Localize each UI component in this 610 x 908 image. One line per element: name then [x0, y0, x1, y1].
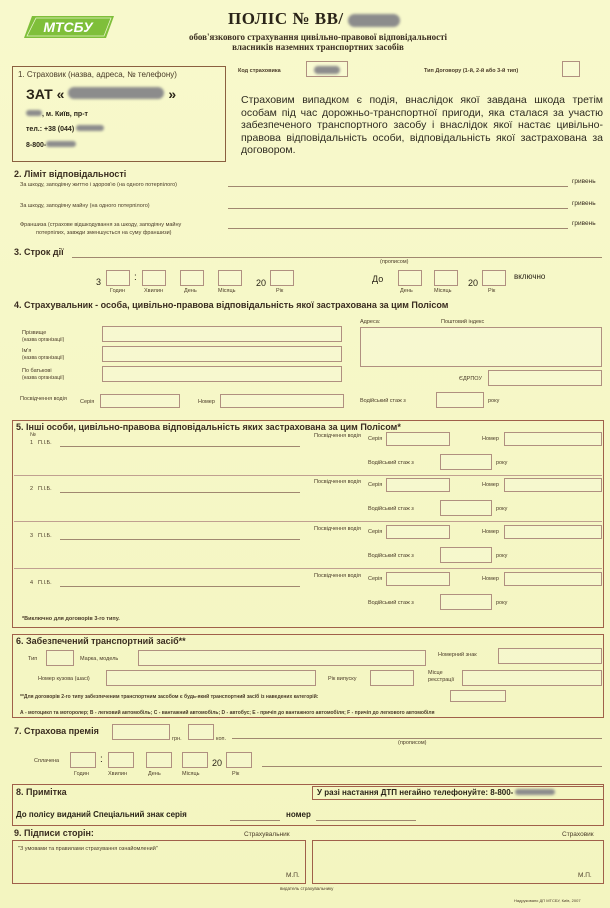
subtitle-line1: обов'язкового страхування цивільно-правової відповідальності	[188, 32, 448, 42]
person-series-label: Серія	[368, 482, 383, 488]
insurer-phone	[26, 125, 104, 133]
policy-title	[228, 9, 400, 29]
premium-kop-field[interactable]	[188, 724, 214, 740]
license-number-label: Номер	[198, 399, 215, 405]
person-experience-field[interactable]	[440, 594, 492, 610]
section5-box	[12, 420, 604, 628]
section6-label: 6. Забезпечений транспортний засіб**	[16, 636, 186, 646]
deductible-currency: гривень	[572, 220, 596, 227]
insurer-sign-label: Страховик	[562, 831, 594, 838]
deductible-label1: Франшиза (страхове відшкодування за шкоду, заподіяну майну	[20, 222, 182, 228]
redacted-phone	[76, 125, 104, 131]
person-experience-field[interactable]	[440, 454, 492, 470]
make-model-field[interactable]	[138, 650, 426, 666]
person-name-label: П.І.Б.	[38, 486, 52, 492]
hotline-prefix: 8-800-	[26, 142, 47, 149]
term-from-day[interactable]	[180, 270, 204, 286]
person-name-label: П.І.Б.	[38, 533, 52, 539]
premium-uah-label: грн.	[172, 736, 182, 742]
driving-experience-field[interactable]	[436, 392, 484, 408]
person-number: 4	[30, 580, 34, 586]
license-number-field[interactable]	[220, 394, 344, 408]
term-until-label: включно	[514, 272, 546, 281]
term-to-year-label: Рік	[488, 288, 496, 294]
term-from-prefix: 3	[96, 277, 102, 287]
registration-label2: реєстрації	[428, 677, 455, 683]
section8-label: 8. Примітка	[16, 787, 67, 797]
person-divider	[14, 568, 602, 569]
insurer-code-field[interactable]	[306, 61, 348, 77]
premium-uah-field[interactable]	[112, 724, 170, 740]
person-name-label: П.І.Б.	[38, 440, 52, 446]
plate-field[interactable]	[498, 648, 602, 664]
postcode-label: Поштовий індекс	[441, 319, 485, 325]
special-sign-label: До полісу виданий Спеціальний знак серія	[16, 810, 187, 819]
person-name-field[interactable]	[60, 586, 300, 587]
person-divider	[14, 475, 602, 476]
paid-hours-label: Годин	[74, 771, 89, 777]
paid-year[interactable]	[226, 752, 252, 768]
person-experience-field[interactable]	[440, 500, 492, 516]
redacted-insurer-name	[68, 87, 164, 99]
person-name-field[interactable]	[60, 539, 300, 540]
person-series-field[interactable]	[386, 525, 450, 539]
term-from-year-label: Рік	[276, 288, 284, 294]
redacted-address-start	[26, 110, 42, 116]
person-experience-label: Водійський стаж з	[368, 460, 414, 466]
insurer-label: 1. Страховик (назва, адреса, № телефону)	[18, 70, 177, 79]
person-series-field[interactable]	[386, 432, 450, 446]
surname-note: (назва організації)	[22, 337, 65, 343]
insurer-signature-box[interactable]	[312, 840, 604, 884]
paid-month[interactable]	[182, 752, 208, 768]
person-number: 2	[30, 486, 34, 492]
policy-subtitle	[138, 32, 498, 52]
contract-type-field[interactable]	[562, 61, 580, 77]
person-experience-label: Водійський стаж з	[368, 506, 414, 512]
term-from-hours[interactable]	[106, 270, 130, 286]
person-number-label: Номер	[482, 436, 499, 442]
paid-label: Сплачена	[34, 758, 60, 764]
person-number-label: Номер	[482, 576, 499, 582]
section5-footnote: *Виключно для договорів 3-го типу.	[22, 616, 120, 622]
policyholder-label: Страхувальник	[244, 831, 290, 838]
paid-year-prefix: 20	[212, 758, 223, 768]
limit-life-field[interactable]	[228, 186, 568, 187]
special-sign-number-label: номер	[286, 810, 311, 819]
registration-field[interactable]	[462, 670, 602, 686]
patronymic-field[interactable]	[102, 366, 342, 382]
redacted-hotline	[46, 141, 76, 147]
term-from-year[interactable]	[270, 270, 294, 286]
contract-type-label: Тип Договору (1-й, 2-й або 3-й тип)	[424, 68, 519, 74]
paid-minutes[interactable]	[108, 752, 134, 768]
person-number: 3	[30, 533, 34, 539]
term-from-minutes-label: Хвилин	[144, 288, 163, 294]
person-number-label: Номер	[482, 482, 499, 488]
person-experience-years: року	[496, 553, 508, 559]
policyholder-seal: М.П.	[286, 872, 300, 879]
person-series-label: Серія	[368, 529, 383, 535]
person-number-field[interactable]	[504, 525, 602, 539]
person-series-field[interactable]	[386, 572, 450, 586]
person-series-label: Серія	[368, 576, 383, 582]
premium-in-words-note: (прописом)	[398, 740, 427, 746]
vin-field[interactable]	[106, 670, 316, 686]
person-divider	[14, 521, 602, 522]
person-experience-label: Водійський стаж з	[368, 600, 414, 606]
section9-label: 9. Підписи сторін:	[14, 828, 94, 838]
paid-minutes-label: Хвилин	[108, 771, 127, 777]
paid-year-label: Рік	[232, 771, 240, 777]
section4-label: 4. Страхувальник - особа, цивільно-правова відповідальність якої застрахована за цим Полісом	[14, 300, 449, 310]
term-from-hours-label: Годин	[110, 288, 125, 294]
person-license-label: Посвідчення водія	[314, 573, 361, 579]
redacted-insurer-code	[314, 66, 340, 74]
name-label: Ім'я	[22, 348, 32, 354]
paid-month-label: Місяць	[182, 771, 200, 777]
redacted-policy-number	[348, 14, 400, 27]
term-to-day[interactable]	[398, 270, 422, 286]
surname-label: Прізвище	[22, 330, 47, 336]
insured-event-text: Страховим випадком є подія, внаслідок якої завдана шкода третім особам під час дорожньо-транспортної пригоди, яка сталася за участю забезпеченого транспортного засобу і внаслідок якої настає цивільно-правова відповідальність особи, відповідальність якої застрахована за договором.	[241, 94, 603, 156]
person-name-field[interactable]	[60, 492, 300, 493]
address-field[interactable]	[360, 327, 602, 367]
print-reference: Надруковано ДП МТСБУ, Київ, 2007	[514, 898, 581, 903]
term-from-year-prefix: 20	[256, 278, 267, 288]
surname-field[interactable]	[102, 326, 342, 342]
deductible-field[interactable]	[228, 228, 568, 229]
accident-call-text: У разі настання ДТП негайно телефонуйте: 8-800-	[317, 788, 514, 797]
person-number-field[interactable]	[504, 572, 602, 586]
person-series-label: Серія	[368, 436, 383, 442]
agreement-text: "З умовами та правилами страхування ознайомлений"	[18, 846, 158, 852]
driving-experience-label: Водійський стаж з	[360, 398, 406, 404]
insurer-address	[26, 110, 88, 118]
term-to-year-prefix: 20	[468, 278, 479, 288]
person-number-label: Номер	[482, 529, 499, 535]
term-from-minutes[interactable]	[142, 270, 166, 286]
vin-label: Номер кузова (шасі)	[38, 676, 90, 682]
insurer-seal: М.П.	[578, 872, 592, 879]
vehicle-type-field[interactable]	[46, 650, 74, 666]
vehicle-categories: А - мотоцикл та моторолер; В - легковий автомобіль; С - вантажний автомобіль; D - автобус; Е - причіп до вантажного автомобіля; F - причіп до легкового автомобіля	[20, 710, 435, 716]
term-from-month[interactable]	[218, 270, 242, 286]
insurer-name	[26, 86, 176, 102]
person-number-field[interactable]	[504, 478, 602, 492]
edrpou-field[interactable]	[488, 370, 602, 386]
license-label: Посвідчення водія	[20, 396, 67, 402]
section5-no-label: №	[30, 432, 36, 438]
person-experience-years: року	[496, 460, 508, 466]
type2-note: **Для договорів 2-го типу забезпеченим транспортним засобом є будь-який транспортний засіб із наведених категорій:	[20, 694, 319, 700]
address-label: Адреса:	[360, 319, 381, 325]
term-from-colon: :	[134, 272, 137, 283]
term-to-label: До	[372, 274, 384, 284]
phone-prefix: тел.: +38 (044)	[26, 126, 75, 133]
premium-in-words-field[interactable]	[232, 738, 602, 739]
insurer-hotline	[26, 141, 76, 149]
vehicle-type-label: Тип	[28, 656, 38, 662]
insurer-name-prefix: ЗАТ «	[26, 86, 65, 102]
paid-hours[interactable]	[70, 752, 96, 768]
paid-day[interactable]	[146, 752, 172, 768]
name-field[interactable]	[102, 346, 342, 362]
mtsbu-logo	[22, 14, 114, 40]
person-number: 1	[30, 440, 34, 446]
limit-life-currency: гривень	[572, 178, 596, 185]
person-experience-years: року	[496, 506, 508, 512]
special-sign-series-field[interactable]	[230, 820, 280, 821]
patronymic-label: По батькові	[22, 368, 52, 374]
registration-label1: Місце	[428, 670, 443, 676]
term-to-day-label: День	[400, 288, 413, 294]
term-in-words-field[interactable]	[72, 257, 602, 258]
section3-label: 3. Строк дії	[14, 247, 64, 257]
person-license-label: Посвідчення водія	[314, 479, 361, 485]
insurer-code-label: Код страховика	[238, 68, 281, 74]
section2-label: 2. Ліміт відповідальності	[14, 169, 127, 179]
term-to-month[interactable]	[434, 270, 458, 286]
person-name-field[interactable]	[60, 446, 300, 447]
term-from-day-label: День	[184, 288, 197, 294]
insurer-name-suffix: »	[168, 86, 177, 102]
patronymic-note: (назва організації)	[22, 375, 65, 381]
name-note: (назва організації)	[22, 355, 65, 361]
limit-life-label: За шкоду, заподіяну життю і здоров'ю (на одного потерпілого)	[20, 182, 177, 188]
term-to-month-label: Місяць	[434, 288, 452, 294]
person-name-label: П.І.Б.	[38, 580, 52, 586]
limit-property-label: За шкоду, заподіяну майну (на одного потерпілого)	[20, 203, 150, 209]
term-from-month-label: Місяць	[218, 288, 236, 294]
person-number-field[interactable]	[504, 432, 602, 446]
driving-experience-years: року	[488, 398, 500, 404]
vehicle-year-label: Рік випуску	[328, 676, 357, 682]
subtitle-line2: власників наземних транспортних засобів	[232, 42, 404, 52]
person-license-label: Посвідчення водія	[314, 433, 361, 439]
edrpou-label: ЄДРПОУ	[459, 376, 482, 382]
vehicle-category-field[interactable]	[450, 690, 506, 702]
policy-title-text: ПОЛІС № ВВ/	[228, 9, 344, 28]
deductible-label2: потерпілих, завжди зменшується на суму франшизи)	[36, 230, 172, 236]
vehicle-year-field[interactable]	[370, 670, 414, 686]
person-series-field[interactable]	[386, 478, 450, 492]
section5-label: 5. Інші особи, цивільно-правова відповідальність яких застрахована за цим Полісом*	[16, 422, 401, 432]
accident-call-box	[312, 786, 604, 800]
redacted-accident-phone	[515, 789, 555, 795]
logo-text: МТСБУ	[43, 19, 93, 35]
person-experience-label: Водійський стаж з	[368, 553, 414, 559]
term-to-year[interactable]	[482, 270, 506, 286]
address-tail: , м. Київ, пр-т	[42, 111, 88, 118]
term-in-words-note: (прописом)	[380, 259, 409, 265]
section7-label: 7. Страхова премія	[14, 726, 99, 736]
person-experience-field[interactable]	[440, 547, 492, 563]
make-model-label: Марка, модель	[80, 656, 119, 662]
person-experience-years: року	[496, 600, 508, 606]
paid-colon: :	[100, 754, 103, 765]
paid-day-label: День	[148, 771, 161, 777]
license-series-field[interactable]	[100, 394, 180, 408]
plate-label: Номерний знак	[438, 652, 477, 658]
person-license-label: Посвідчення водія	[314, 526, 361, 532]
license-series-label: Серія	[80, 399, 95, 405]
issued-note: видатель страхувальнику	[280, 886, 334, 891]
limit-property-field[interactable]	[228, 208, 568, 209]
special-sign-number-field[interactable]	[316, 820, 416, 821]
premium-kop-label: коп.	[216, 736, 227, 742]
paid-extra-field[interactable]	[262, 766, 602, 767]
limit-property-currency: гривень	[572, 200, 596, 207]
